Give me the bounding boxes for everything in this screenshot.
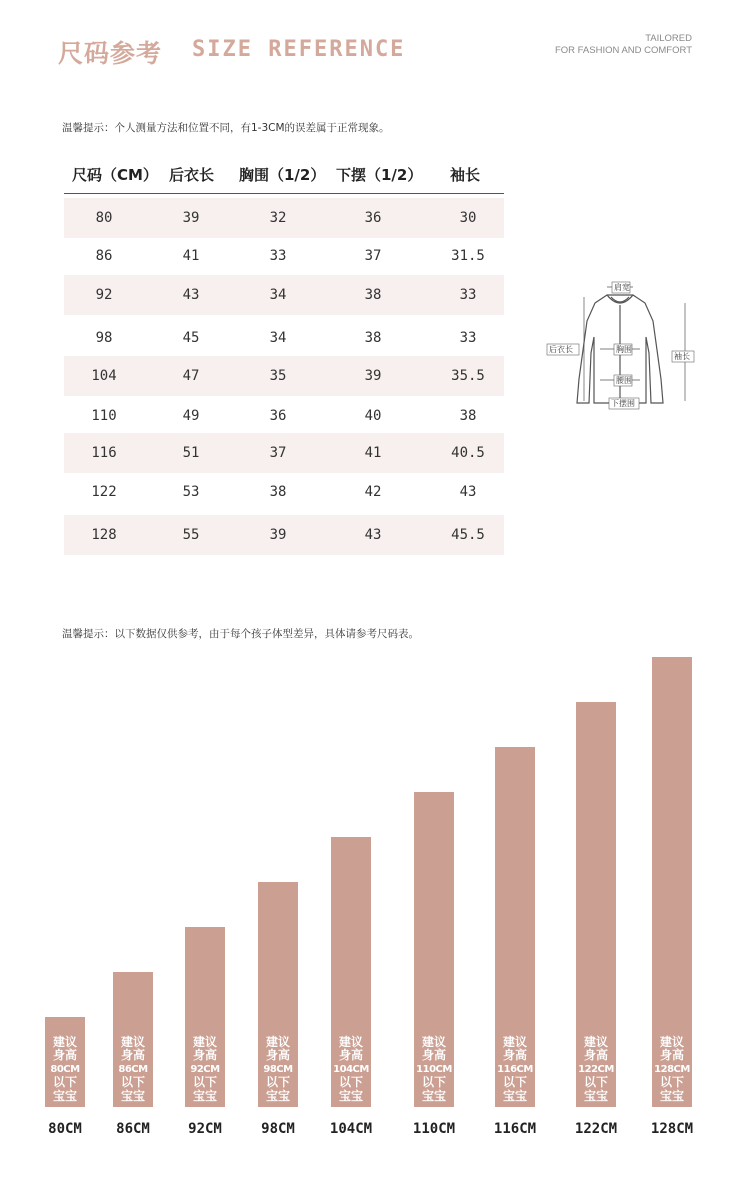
- table-cell: 53: [182, 484, 200, 500]
- table-cell: 33: [459, 287, 477, 303]
- category-tick-label: 86CM: [116, 1121, 150, 1137]
- bar-label-text: 建议 身高 92CM 以下 宝宝: [190, 1034, 220, 1103]
- table-cell: 38: [269, 484, 287, 500]
- label-sleeve: 袖长: [674, 352, 690, 361]
- category-tick-label: 104CM: [329, 1121, 373, 1137]
- table-cell: 98: [95, 330, 113, 346]
- table-cell: 55: [182, 527, 200, 543]
- bar-label-text: 建议 身高 128CM 以下 宝宝: [654, 1034, 690, 1103]
- table-cell: 45: [182, 330, 200, 346]
- category-tick-label: 128CM: [650, 1121, 694, 1137]
- tagline-line-2: FOR FASHION AND COMFORT: [554, 45, 692, 56]
- table-cell: 32: [269, 210, 287, 226]
- height-note: 温馨提示：以下数据仅供参考，由于每个孩子体型差异，具体请参考尺码表。: [62, 628, 419, 640]
- table-cell: 31.5: [451, 248, 485, 264]
- table-cell: 38: [364, 330, 382, 346]
- table-cell: 43: [364, 527, 382, 543]
- category-tick-label: 92CM: [188, 1121, 222, 1137]
- label-back-length: 后衣长: [549, 345, 573, 354]
- table-cell: 43: [459, 484, 477, 500]
- measurement-note: 温馨提示：个人测量方法和位置不同，有1-3CM的误差属于正常现象。: [62, 122, 390, 134]
- tagline-line-1: TAILORED: [645, 33, 692, 44]
- table-cell: 35: [269, 368, 287, 384]
- header-hem: 下摆（1/2）: [336, 166, 423, 184]
- table-cell: 80: [95, 210, 113, 226]
- category-tick-label: 98CM: [261, 1121, 295, 1137]
- bar-label-text: 建议 身高 116CM 以下 宝宝: [497, 1034, 533, 1103]
- table-cell: 34: [269, 330, 287, 346]
- header-sleeve: 袖长: [450, 166, 481, 184]
- table-cell: 45.5: [451, 527, 485, 543]
- table-cell: 33: [459, 330, 477, 346]
- category-tick-label: 116CM: [493, 1121, 537, 1137]
- bar-label-text: 建议 身高 104CM 以下 宝宝: [333, 1034, 369, 1103]
- label-chest: 胸围: [616, 345, 632, 354]
- bar-label-text: 建议 身高 122CM 以下 宝宝: [578, 1034, 614, 1103]
- table-cell: 39: [364, 368, 382, 384]
- category-tick-label: 80CM: [48, 1121, 82, 1137]
- table-cell: 47: [182, 368, 200, 384]
- table-cell: 37: [364, 248, 382, 264]
- label-waist: 腰围: [616, 376, 632, 385]
- category-tick-label: 110CM: [412, 1121, 456, 1137]
- header-chest: 胸围（1/2）: [239, 166, 326, 184]
- table-cell: 42: [364, 484, 382, 500]
- table-cell: 38: [459, 408, 477, 424]
- table-cell: 86: [95, 248, 113, 264]
- table-cell: 33: [269, 248, 287, 264]
- table-cell: 43: [182, 287, 200, 303]
- table-cell: 40: [364, 408, 382, 424]
- table-cell: 36: [364, 210, 382, 226]
- table-cell: 51: [182, 445, 200, 461]
- table-cell: 36: [269, 408, 287, 424]
- table-cell: 41: [182, 248, 200, 264]
- page-title-cn: 尺码参考: [58, 39, 163, 68]
- table-cell: 37: [269, 445, 287, 461]
- bar-label-text: 建议 身高 86CM 以下 宝宝: [118, 1034, 148, 1103]
- bar-label-text: 建议 身高 80CM 以下 宝宝: [50, 1034, 80, 1103]
- table-cell: 39: [182, 210, 200, 226]
- label-hem: 下摆围: [611, 399, 635, 408]
- bar-label-text: 建议 身高 110CM 以下 宝宝: [416, 1034, 452, 1103]
- table-cell: 110: [91, 408, 117, 424]
- table-cell: 92: [95, 287, 113, 303]
- table-cell: 49: [182, 408, 200, 424]
- table-cell: 128: [91, 527, 117, 543]
- header-size: 尺码（CM）: [72, 166, 158, 184]
- bar-label-text: 建议 身高 98CM 以下 宝宝: [263, 1034, 293, 1103]
- table-cell: 40.5: [451, 445, 485, 461]
- table-cell: 35.5: [451, 368, 485, 384]
- table-cell: 116: [91, 445, 117, 461]
- table-cell: 30: [459, 210, 477, 226]
- table-cell: 38: [364, 287, 382, 303]
- table-cell: 104: [91, 368, 117, 384]
- table-cell: 39: [269, 527, 287, 543]
- table-cell: 34: [269, 287, 287, 303]
- category-tick-label: 122CM: [574, 1121, 618, 1137]
- table-cell: 122: [91, 484, 117, 500]
- page-title-en: SIZE REFERENCE: [192, 37, 406, 62]
- header-back-length: 后衣长: [169, 166, 215, 184]
- table-cell: 41: [364, 445, 382, 461]
- label-shoulder: 肩宽: [614, 283, 630, 292]
